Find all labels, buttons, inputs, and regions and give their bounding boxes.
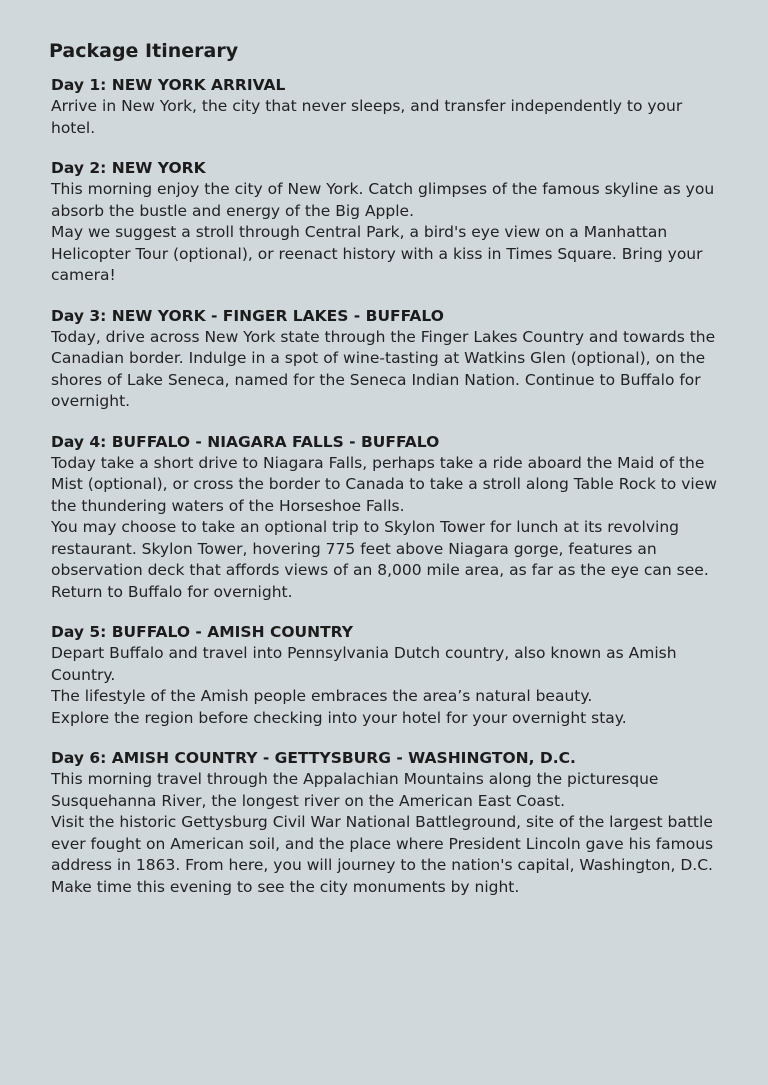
day-4-paragraph-2: You may choose to take an optional trip to Skylon Tower for lunch at its revolving restaurant. Skylon Tower, hovering 775 feet above Niagara gorge, features an observation deck that affords views of an 8,000 mile area, as far as the eye can see. Return to Buffalo for overnight.: [51, 518, 709, 601]
day-5-heading: Day 5: BUFFALO - AMISH COUNTRY: [51, 623, 353, 641]
day-1-heading: Day 1: NEW YORK ARRIVAL: [51, 76, 286, 94]
day-5-section: [51, 621, 728, 729]
day-5-paragraph-1: Depart Buffalo and travel into Pennsylvania Dutch country, also known as Amish Country.: [51, 644, 677, 684]
day-6-section: [51, 747, 728, 898]
day-4-paragraph-1: Today take a short drive to Niagara Falls, perhaps take a ride aboard the Maid of the Mist (optional), or cross the border to Canada to take a stroll along Table Rock to view the thundering waters of the Horseshoe Falls.: [51, 453, 717, 515]
day-6-paragraph-2: Visit the historic Gettysburg Civil War National Battleground, site of the largest battle ever fought on American soil, and the place where President Lincoln gave his famous address in 1863. From here, you will journey to the nation's capital, Washington, D.C.: [51, 813, 714, 874]
day-2-heading: Day 2: NEW YORK: [51, 159, 206, 177]
day-6-paragraph-3: Make time this evening to see the city monuments by night.: [51, 877, 520, 896]
day-6-paragraph-1: This morning travel through the Appalachian Mountains along the picturesque Susquehanna River, the longest river on the American East Coast.: [51, 770, 659, 810]
day-6-heading: Day 6: AMISH COUNTRY - GETTYSBURG - WASHINGTON, D.C.: [51, 749, 576, 767]
day-3-paragraph-1: Today, drive across New York state through the Finger Lakes Country and towards the Canadian border. Indulge in a spot of wine-tasting at Watkins Glen (optional), on the shores of Lake Seneca, named for the Seneca Indian Nation. Continue to Buffalo for overnight.: [51, 327, 716, 410]
day-1-section: [51, 74, 728, 139]
page-title: Package Itinerary: [49, 40, 239, 62]
day-4-heading: Day 4: BUFFALO - NIAGARA FALLS - BUFFALO: [51, 432, 440, 451]
day-5-paragraph-2: The lifestyle of the Amish people embraces the area’s natural beauty.: [51, 687, 593, 705]
day-2-paragraph-2: May we suggest a stroll through Central Park, a bird's eye view on a Manhattan Helicopter Tour (optional), or reenact history with a kiss in Times Square. Bring your camera!: [51, 223, 703, 284]
day-3-heading: Day 3: NEW YORK - FINGER LAKES - BUFFALO: [51, 306, 444, 325]
day-3-section: [51, 305, 728, 413]
day-5-paragraph-3: Explore the region before checking into your hotel for your overnight stay.: [51, 708, 627, 727]
day-1-paragraph-1: Arrive in New York, the city that never sleeps, and transfer independently to your hotel.: [51, 97, 683, 137]
day-2-paragraph-1: This morning enjoy the city of New York. Catch glimpses of the famous skyline as you absorb the bustle and energy of the Big Apple.: [51, 180, 715, 220]
day-2-section: [51, 157, 728, 287]
day-4-section: [51, 431, 728, 604]
